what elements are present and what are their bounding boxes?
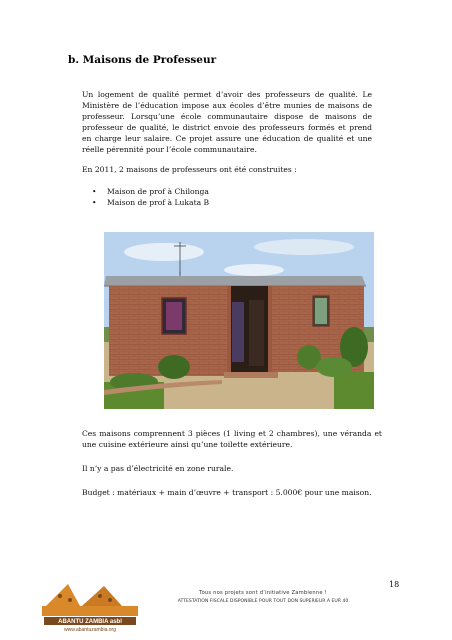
- logo-name-text: ABANTU ZAMBIA asbl: [58, 619, 122, 625]
- footer-tagline: Tous nos projets sont d’initiative Zambienne !: [199, 590, 327, 596]
- house-photo-illustration: [104, 232, 374, 409]
- budget-paragraph: Budget : matériaux + main d’œuvre + transport : 5.000€ pour une maison.: [82, 488, 372, 497]
- rooms-paragraph: Ces maisons comprennent 3 pièces (1 living et 2 chambres), une véranda et une cuisine extérieure ainsi qu’une toilette extérieure.: [82, 429, 382, 449]
- construction-paragraph: En 2011, 2 maisons de professeurs ont été construites :: [82, 165, 297, 174]
- section-heading: b. Maisons de Professeur: [68, 54, 217, 66]
- teacher-house-photo: [104, 232, 374, 409]
- abantu-zambia-logo: [42, 582, 138, 632]
- house-list: [92, 186, 209, 208]
- intro-paragraph: Un logement de qualité permet d’avoir des professeurs de qualité. Le Ministère de l’éducation impose aux écoles d’être munies de maisons de professeur. Lorsqu’une école communautaire dispose de maisons de professeur de qualité, le district envoie des professeurs formés et prend en charge leur salaire. Ce projet assure une éducation de qualité et une réelle pérennité pour l’école communautaire.: [82, 90, 372, 154]
- logo-url-text: www.abantuzambia.org: [64, 627, 116, 632]
- electricity-paragraph: Il n’y a pas d’électricité en zone rurale.: [82, 464, 234, 473]
- footer-tax-note: ATTESTATION FISCALE DISPONIBLE POUR TOUT DON SUPERIEUR A EUR 40: [177, 599, 349, 604]
- list-item: • Maison de prof à Lukata B: [92, 197, 209, 208]
- list-item: • Maison de prof à Chilonga: [92, 186, 209, 197]
- logo-graphic: [42, 582, 138, 632]
- page-number: 18: [389, 580, 400, 589]
